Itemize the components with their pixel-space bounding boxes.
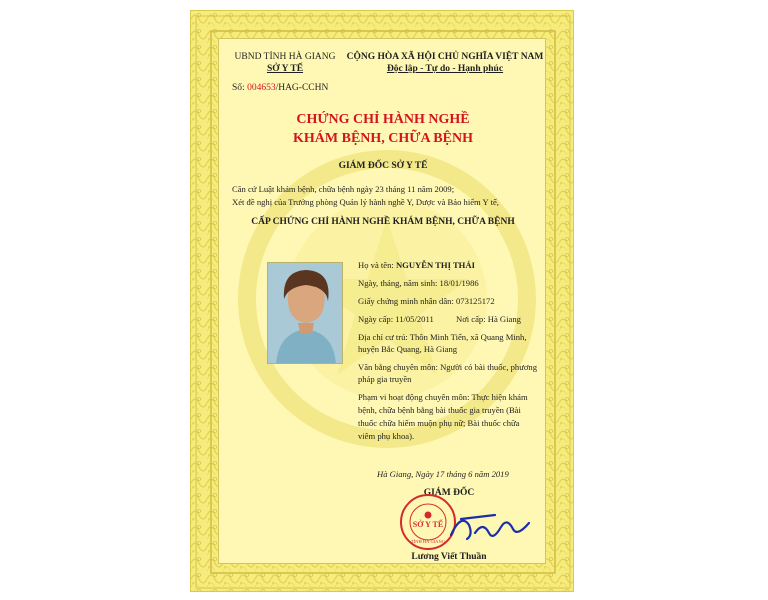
legal-basis-line-1: Căn cứ Luật khám bệnh, chữa bệnh ngày 23 tháng 11 năm 2009; [232, 184, 455, 194]
signer-name: Lương Viết Thuần [411, 552, 487, 562]
country-name: CỘNG HÒA XÃ HỘI CHỦ NGHĨA VIỆT NAM [346, 52, 544, 62]
department-name: SỞ Y TẾ [266, 64, 304, 74]
province-name: UBND TỈNH HÀ GIANG [234, 52, 336, 62]
degree-line-2: pháp gia truyền [358, 374, 412, 384]
holder-photo [267, 262, 343, 364]
id-issue-date: Ngày cấp: 11/05/2011 [358, 314, 434, 324]
degree-line-1: Văn bằng chuyên môn: Người có bài thuốc, phương [358, 362, 538, 372]
holder-id-card: Giấy chứng minh nhân dân: 073125172 [358, 296, 495, 306]
scope-line-2: bệnh, chữa bệnh bằng bài thuốc gia truyền (Bài [358, 405, 521, 415]
title-line-2: KHÁM BỆNH, CHỮA BỆNH [293, 131, 473, 146]
id-issue-place: Nơi cấp: Hà Giang [456, 314, 521, 324]
certificate-number: Số: 004653/HAG-CCHN [232, 83, 329, 93]
holder-name: Họ và tên: NGUYỄN THỊ THÁI [358, 260, 475, 270]
certificate [190, 10, 574, 592]
handwritten-signature [447, 505, 537, 545]
place-and-date: Hà Giang, Ngày 17 tháng 6 năm 2019 [377, 469, 509, 479]
certificate-body [218, 38, 546, 564]
holder-name-value: NGUYỄN THỊ THÁI [395, 260, 475, 270]
scope-line-3: thuốc chữa hiếm muộn phụ nữ; Bài thuốc chữa [358, 418, 520, 428]
holder-address-line-1: Địa chỉ cư trú: Thôn Minh Tiến, xã Quang Minh, [358, 332, 527, 342]
scope-line-1: Phạm vi hoạt động chuyên môn: Thực hiện khám [358, 392, 528, 402]
signer-title: GIÁM ĐỐC [423, 488, 475, 498]
svg-text:SỞ Y TẾ: SỞ Y TẾ [412, 520, 444, 529]
issuer-title: GIÁM ĐỐC SỞ Y TẾ [338, 161, 428, 171]
national-motto: Độc lập - Tự do - Hạnh phúc [386, 64, 504, 74]
grant-statement: CẤP CHỨNG CHỈ HÀNH NGHỀ KHÁM BỆNH, CHỮA BỆNH [251, 217, 515, 227]
svg-text:TỈNH HÀ GIANG: TỈNH HÀ GIANG [411, 539, 445, 544]
title-line-1: CHỨNG CHỈ HÀNH NGHỀ [296, 112, 470, 127]
certificate-number-value: 004653 [247, 83, 276, 93]
holder-address-line-2: huyện Bắc Quang, Hà Giang [358, 344, 458, 354]
legal-basis-line-2: Xét đề nghị của Trưởng phòng Quản lý hành nghề Y, Dược và Bảo hiểm Y tế, [232, 197, 499, 207]
holder-dob: Ngày, tháng, năm sinh: 18/01/1986 [358, 278, 479, 288]
scope-line-4: viêm phụ khoa). [358, 431, 415, 441]
